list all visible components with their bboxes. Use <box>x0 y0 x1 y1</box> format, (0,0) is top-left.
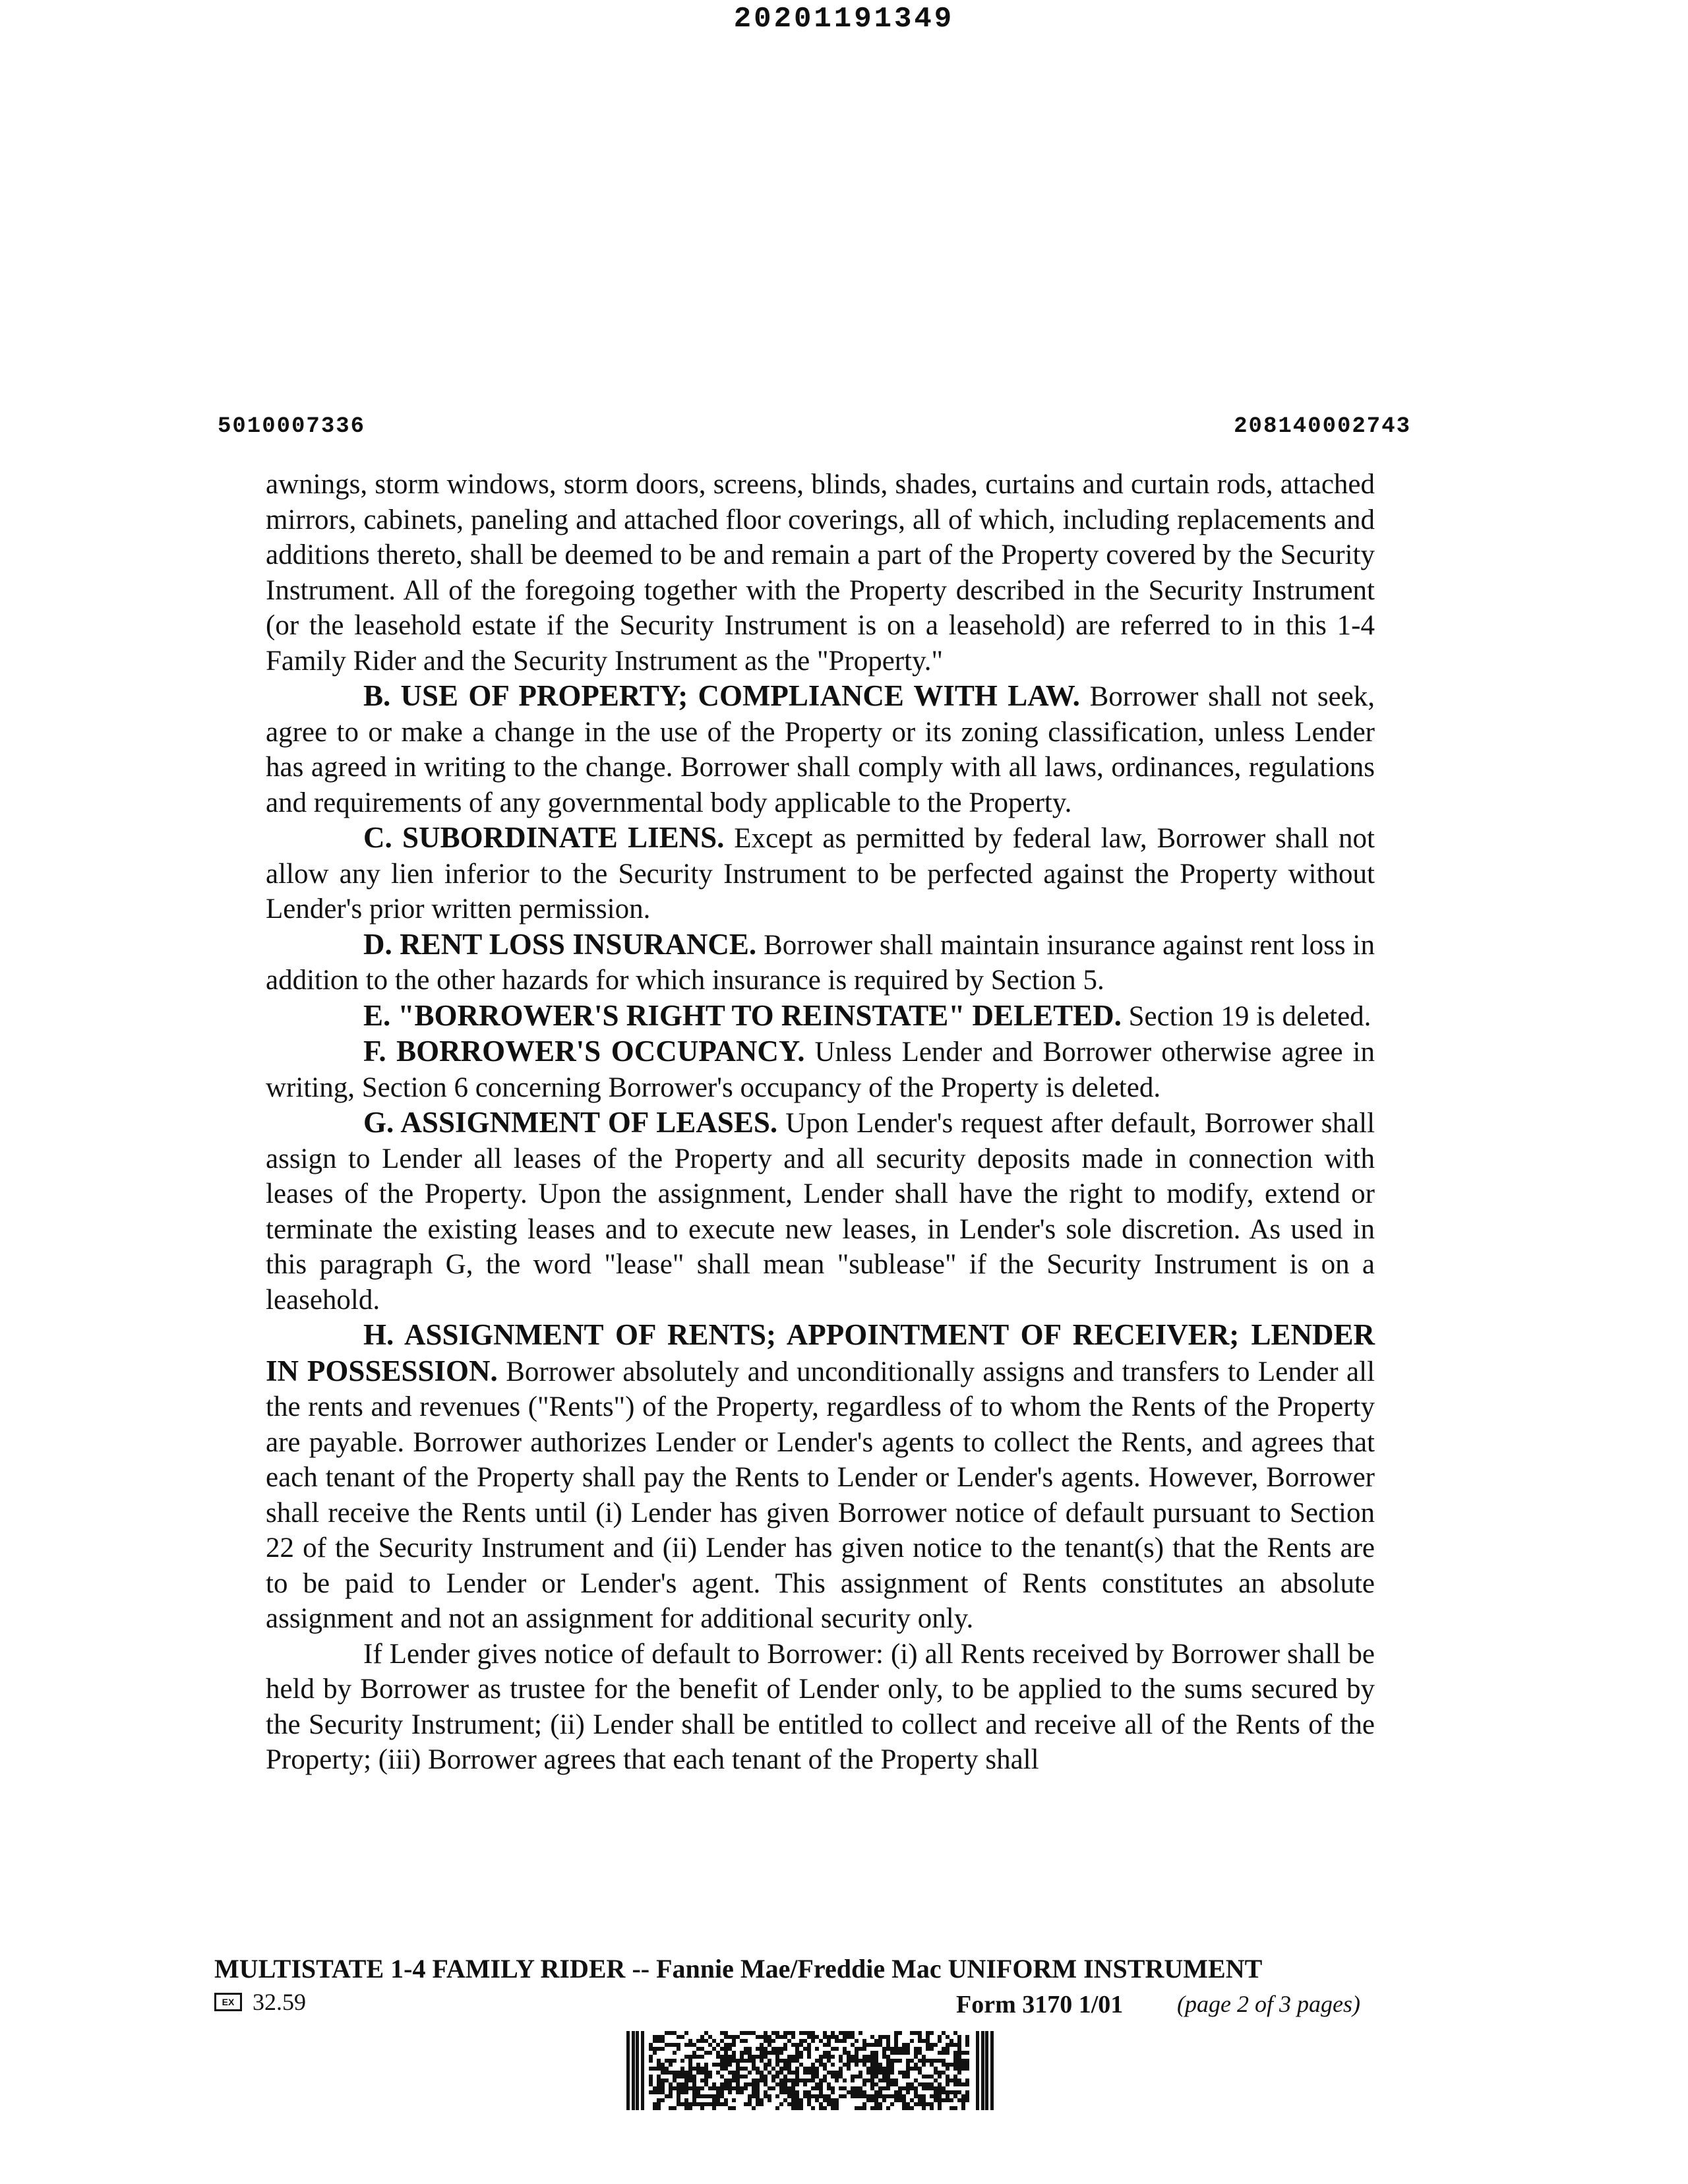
case-number: 208140002743 <box>1234 414 1411 439</box>
section-text: Section 19 is deleted. <box>1128 1000 1372 1032</box>
document-body <box>266 467 1375 1778</box>
footer-title: MULTISTATE 1-4 FAMILY RIDER -- Fannie Mae/Freddie Mac UNIFORM INSTRUMENT <box>214 1954 1263 1984</box>
section-heading: E. "BORROWER'S RIGHT TO REINSTATE" DELETED. <box>363 998 1122 1032</box>
section-heading: C. SUBORDINATE LIENS. <box>363 821 725 854</box>
section-text: Borrower absolutely and unconditionally assigns and transfers to Lender all the rents and revenues ("Rents") of the Property, regardless of to whom the Rents of the Property are payable. Borrower authorizes Lender or Lender's agents to collect the Rents, and agrees that each tenant of the Property shall pay the Rents to Lender or Lender's agents. However, Borrower shall receive the Rents until (i) Lender has given Borrower notice of default pursuant to Section 22 of the Security Instrument and (ii) Lender has given notice to the tenant(s) that the Rents are to be paid to Lender or Lender's agent. This assignment of Rents constitutes an absolute assignment and not an assignment for additional security only. <box>266 1356 1375 1634</box>
footer-page: (page 2 of 3 pages) <box>1177 1991 1360 2017</box>
footer-code-block <box>214 1988 306 2016</box>
loan-number: 5010007336 <box>218 414 366 439</box>
section-b <box>266 679 1375 820</box>
footer-form: Form 3170 1/01 <box>956 1991 1124 2018</box>
section-heading: B. USE OF PROPERTY; COMPLIANCE WITH LAW. <box>363 679 1080 712</box>
section-text: Unless Lender and Borrower otherwise agree in writing, Section 6 concerning Borrower's occupancy of the Property is deleted. <box>266 1037 1375 1103</box>
section-h <box>266 1318 1375 1637</box>
intro-paragraph: awnings, storm windows, storm doors, screens, blinds, shades, curtains and curtain rods, attached mirrors, cabinets, paneling and attached floor coverings, all of which, including replacements and additions thereto, shall be deemed to be and remain a part of the Property covered by the Security Instrument. All of the foregoing together with the Property described in the Security Instrument (or the leasehold estate if the Security Instrument is on a leasehold) are referred to in this 1-4 Family Rider and the Security Instrument as the "Property." <box>266 469 1375 677</box>
recording-number: 20201191349 <box>733 3 955 36</box>
barcode <box>626 2031 996 2110</box>
section-text: Upon Lender's request after default, Borrower shall assign to Lender all leases of the Property and all security deposits made in connection with leases of the Property. Upon the assignment, Lender shall have the right to modify, extend or terminate the existing leases and to execute new leases, in Lender's sole discretion. As used in this paragraph G, the word "lease" shall mean "sublease" if the Security Instrument is on a leasehold. <box>266 1108 1375 1316</box>
section-text: Borrower shall maintain insurance against rent loss in addition to the other hazards for which insurance is required by Section 5. <box>266 929 1375 996</box>
footer-code: 32.59 <box>253 1989 306 2015</box>
section-text: Except as permitted by federal law, Borrower shall not allow any lien inferior to the Security Instrument to be perfected against the Property without Lender's prior written permission. <box>266 823 1375 925</box>
section-g <box>266 1105 1375 1318</box>
section-heading: D. RENT LOSS INSURANCE. <box>363 927 757 961</box>
section-heading: F. BORROWER'S OCCUPANCY. <box>363 1035 805 1068</box>
section-d <box>266 927 1375 998</box>
form-badge-icon: EX <box>214 1993 242 2011</box>
section-c <box>266 820 1375 927</box>
section-e <box>266 998 1375 1035</box>
section-text: Borrower shall not seek, agree to or make a change in the use of the Property or its zoning classification, unless Lender has agreed in writing to the change. Borrower shall comply with all laws, ordinances, regulations and requirements of any governmental body applicable to the Property. <box>266 681 1375 818</box>
section-f <box>266 1034 1375 1105</box>
section-heading: H. ASSIGNMENT OF RENTS; APPOINTMENT OF RECEIVER; LENDER IN POSSESSION. <box>266 1318 1375 1387</box>
section-heading: G. ASSIGNMENT OF LEASES. <box>363 1106 778 1139</box>
closing-paragraph: If Lender gives notice of default to Borrower: (i) all Rents received by Borrower shall be held by Borrower as trustee for the benefit of Lender only, to be applied to the sums secured by the Security Instrument; (ii) Lender shall be entitled to collect and receive all of the Rents of the Property; (iii) Borrower agrees that each tenant of the Property shall <box>266 1638 1375 1775</box>
